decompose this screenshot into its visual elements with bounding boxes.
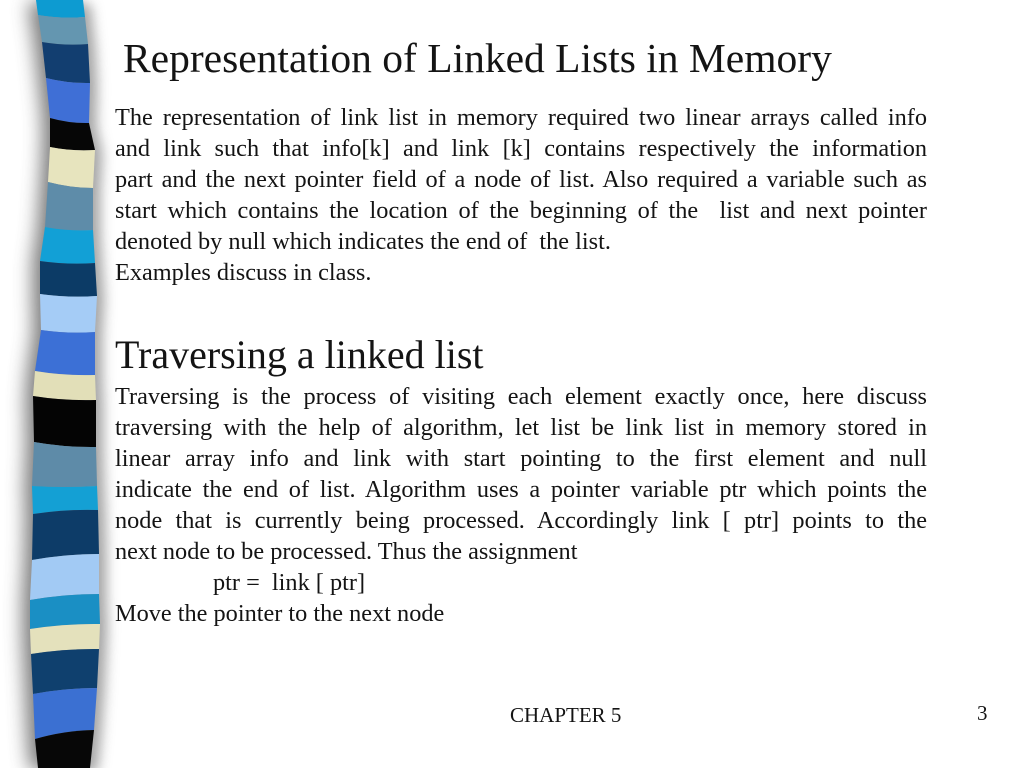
- text-line: Examples discuss in class.: [115, 259, 372, 286]
- code-line-pointer-assignment: ptr = link [ ptr]: [213, 569, 366, 596]
- text-line: part and the next pointer field of a node of list. Also required a variable such as: [115, 166, 927, 193]
- body-paragraph-traversing: [115, 381, 927, 629]
- footer-page-number: 3: [977, 701, 988, 725]
- text-line: traversing with the help of algorithm, let list be link list in memory stored in: [115, 414, 927, 441]
- text-line: indicate the end of list. Algorithm uses a pointer variable ptr which points the: [115, 476, 927, 503]
- footer-chapter-label: CHAPTER 5: [510, 703, 622, 727]
- text-line: denoted by null which indicates the end of the list.: [115, 228, 611, 255]
- text-line: start which contains the location of the beginning of the list and next pointer: [115, 197, 927, 224]
- text-line: linear array info and link with start pointing to the first element and null: [115, 445, 927, 472]
- text-line: Traversing is the process of visiting each element exactly once, here discuss: [115, 383, 927, 410]
- section-heading-traversing: Traversing a linked list: [115, 332, 484, 377]
- text-line: Move the pointer to the next node: [115, 600, 445, 627]
- page-title: Representation of Linked Lists in Memory: [123, 35, 832, 81]
- text-line: next node to be processed. Thus the assignment: [115, 538, 578, 565]
- text-line: and link such that info[k] and link [k] contains respectively the information: [115, 135, 927, 162]
- text-line: The representation of link list in memory required two linear arrays called info: [115, 104, 927, 131]
- text-line: node that is currently being processed. Accordingly link [ ptr] points to the: [115, 507, 927, 534]
- body-paragraph-representation: [115, 102, 927, 288]
